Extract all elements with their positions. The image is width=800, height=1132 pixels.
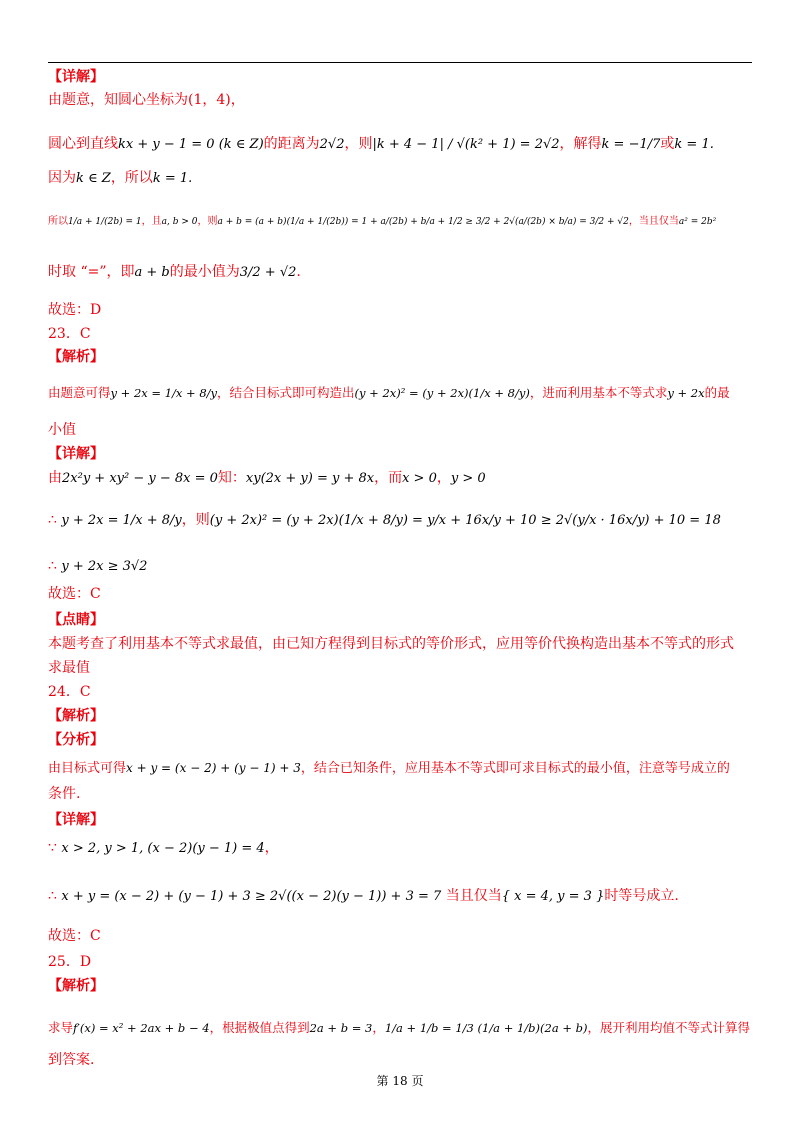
text-run: ，且 (141, 216, 162, 227)
text-run: ， (264, 840, 279, 856)
text-line (48, 510, 721, 531)
text-line (48, 420, 76, 440)
text-line (48, 952, 91, 972)
math-expression: a, b > 0 (161, 217, 198, 227)
text-run: 所以 (48, 216, 68, 227)
math-expression: y + 2x = 1/x + 8/y (110, 386, 218, 400)
text-run: ， (436, 470, 451, 486)
text-line (48, 1018, 750, 1038)
text-run: 本题考查了利用基本不等式求最值，由已知方程得到目标式的等价形式，应用等价代换构造出基本不等式的形式 (48, 636, 734, 652)
text-run: ∴ (48, 512, 62, 528)
text-run: 小值 (48, 422, 76, 438)
text-run: ，所以 (110, 170, 153, 186)
text-line (48, 168, 192, 189)
text-run: 当且仅当 (441, 888, 502, 904)
text-run: 因为 (48, 170, 76, 186)
math-expression: y > 0 (450, 471, 486, 486)
text-run: ，而 (374, 470, 403, 486)
text-run: ∵ (48, 840, 62, 856)
text-line (48, 1050, 94, 1070)
math-expression: x > 2, y > 1, (x − 2)(y − 1) = 4 (61, 841, 265, 856)
math-expression: 1/a + 1/b = 1/3 (1/a + 1/b)(2a + b) (384, 1021, 588, 1035)
text-run: ∴ (48, 888, 62, 904)
math-expression: k ∈ Z (76, 171, 111, 186)
math-expression: 2a + b = 3 (309, 1021, 373, 1035)
text-line (48, 324, 91, 344)
page-number: 第 18 页 (376, 1074, 424, 1088)
section-heading: 【解析】 (48, 349, 104, 365)
math-expression: k = 1. (152, 171, 193, 186)
math-expression: k = −1/7 (601, 137, 661, 152)
text-run: 故选：C (48, 928, 101, 944)
text-run: 的距离为 (263, 136, 320, 152)
text-run: ，结合已知条件，应用基本不等式即可求目标式的最小值，注意等号成立的 (300, 761, 730, 776)
math-expression: (y + 2x)² = (y + 2x)(1/x + 8/y) = y/x + 16x/y + 10 ≥ 2√(y/x · 16x/y) + 10 = 18 (209, 513, 721, 528)
text-run: 由题意，知圆心坐标为(1，4)， (48, 92, 245, 108)
text-run: 由目标式可得 (48, 761, 127, 776)
math-expression: x + y = (x − 2) + (y − 1) + 3 ≥ 2√((x − 2)(y − 1)) + 3 = 7 (61, 889, 442, 904)
text-run: ，展开利用均值不等式计算得 (587, 1020, 750, 1035)
text-line (48, 584, 101, 604)
math-expression: (y + 2x)² = (y + 2x)(1/x + 8/y) (354, 386, 530, 400)
text-line (48, 706, 104, 726)
math-expression: { x = 4, y = 3 } (501, 889, 605, 904)
math-expression: y + 2x (667, 386, 705, 400)
math-expression: 3/2 + √2 (239, 265, 297, 280)
text-run: ，则 (197, 216, 218, 227)
text-run: 求导 (48, 1020, 74, 1035)
text-line (48, 262, 301, 283)
text-line (48, 134, 714, 155)
text-run: . (296, 264, 301, 280)
text-run: 知： (217, 470, 246, 486)
text-run: ，则 (181, 512, 210, 528)
math-expression: f′(x) = x² + 2ax + b − 4 (73, 1021, 210, 1035)
text-run: 时取 “=”，即 (48, 264, 135, 280)
section-heading: 【详解】 (48, 812, 104, 828)
text-line (48, 976, 104, 996)
math-expression: 1/a + 1/(2b) = 1 (68, 217, 142, 227)
section-heading: 【解析】 (48, 708, 104, 724)
text-run: ，结合目标式即可构造出 (217, 385, 355, 400)
text-run: 23．C (48, 326, 91, 342)
text-line (48, 758, 730, 779)
text-run: 由题意可得 (48, 385, 111, 400)
text-run: 故选：C (48, 586, 101, 602)
text-line (48, 90, 245, 110)
text-run: 的最 (704, 385, 730, 400)
text-line (48, 682, 91, 702)
math-expression: |k + 4 − 1| / √(k² + 1) = 2√2 (372, 137, 560, 152)
text-run: 圆心到直线 (48, 136, 118, 152)
text-line (48, 730, 104, 750)
section-heading: 【详解】 (48, 69, 104, 85)
math-expression: a + b = (a + b)(1/a + 1/(2b)) = 1 + a/(2b) + b/a + 1/2 ≥ 3/2 + 2√(a/(2b) × b/a) = 3/2 + √2 (217, 217, 629, 227)
math-expression: 2√2 (319, 137, 345, 152)
text-run: ，则 (344, 136, 373, 152)
text-line (48, 347, 104, 367)
text-line (48, 658, 90, 678)
math-expression: a² = 2b² (678, 217, 717, 227)
text-run: 24．C (48, 684, 91, 700)
text-line (48, 634, 734, 654)
text-line (48, 556, 147, 577)
text-line (48, 212, 716, 232)
text-line (48, 784, 80, 804)
math-expression: x + y = (x − 2) + (y − 1) + 3 (126, 761, 301, 775)
header-rule (48, 62, 752, 63)
math-expression: y + 2x ≥ 3√2 (61, 559, 148, 574)
text-run: ，解得 (559, 136, 602, 152)
text-run: ∴ (48, 558, 62, 574)
text-run: 到答案. (48, 1052, 95, 1068)
math-expression: y + 2x = 1/x + 8/y (61, 513, 182, 528)
section-heading: 【分析】 (48, 732, 104, 748)
text-line (48, 838, 279, 859)
text-line (48, 67, 104, 87)
text-line (48, 383, 730, 403)
text-line (48, 468, 486, 489)
section-heading: 【点睛】 (48, 612, 104, 628)
math-expression: x > 0 (402, 471, 437, 486)
text-line (48, 300, 101, 320)
text-run: 的最小值为 (169, 264, 240, 280)
text-line (48, 926, 101, 946)
math-expression: k = 1. (674, 137, 714, 152)
text-run: 条件. (48, 786, 81, 802)
math-expression: a + b (134, 265, 170, 280)
text-run: ， (372, 1020, 385, 1035)
text-line (48, 610, 104, 630)
text-run: 或 (660, 136, 675, 152)
math-expression: xy(2x + y) = y + 8x (245, 471, 375, 486)
text-run: 故选：D (48, 302, 102, 318)
math-expression: 2x²y + xy² − y − 8x = 0 (62, 471, 218, 486)
text-run: 25．D (48, 954, 92, 970)
text-line (48, 886, 679, 907)
text-run: ，当且仅当 (628, 216, 679, 227)
section-heading: 【解析】 (48, 978, 104, 994)
text-line (48, 810, 104, 830)
text-run: ，进而利用基本不等式求 (529, 385, 668, 400)
text-run: ，根据极值点得到 (209, 1020, 310, 1035)
math-expression: kx + y − 1 = 0 (k ∈ Z) (118, 137, 264, 152)
text-run: 求最值 (48, 660, 90, 676)
text-run: 由 (48, 470, 62, 486)
section-heading: 【详解】 (48, 446, 104, 462)
text-line (48, 444, 104, 464)
text-run: 时等号成立. (604, 888, 679, 904)
